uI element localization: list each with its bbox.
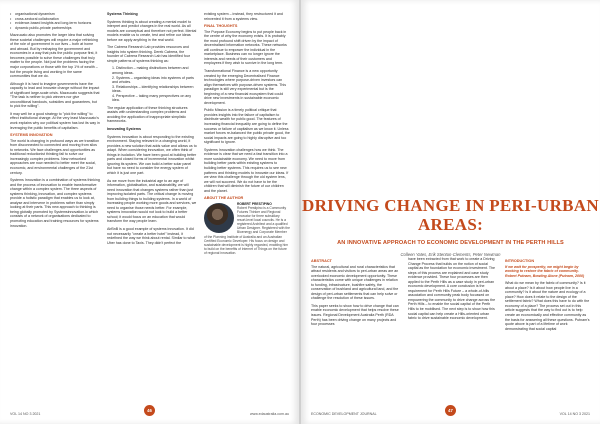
paragraph: Systems Innovation challenges how we think. The evidence is clear that we need a fast transition into a more sustainable economy. We need to move from building better parts within existing systems to building better systems. This requires us to see new patterns and thinking models to innovate our ideas. If we view this challenge through the old system lens, we will not succeed. We do not have to be the children that will diminish the future of our children and the planet.: [204, 147, 289, 193]
section-heading: FINAL THOUGHTS: [204, 24, 238, 29]
left-column-2: [107, 12, 197, 248]
author-bio: [204, 202, 290, 255]
left-column-3: [204, 12, 290, 255]
paragraph: The regular application of these thinking structures assists with understanding complex problems and avoiding the application of inappropriate simplistic frameworks.: [107, 105, 188, 124]
list-item: • dynamic public-private partnerships: [10, 26, 100, 31]
paragraph: Transformational Finance is a new opportunity created by the emerging Decentralised Finance technologies where purpose-driven investors can align themselves with purpose-driven systems. This paradigm is still very experimental but is the beginning of a new financial ecosystem that could drive new investments in sustainable economic development.: [204, 69, 287, 105]
author-bio-text: Robert Prestipino is a Community Futures Thinker and Regional Innovator for three subsidiary resort-level local councils. He is a registered Architect and a qualified Urban Designer. Registered with the Bioenergy and Corporate Member of the Planning Institute of Australia and an Australian Certified Economic Developer. His focus on design and sustainable development is highly regarded, enabling him to build on the benefits of Internet of Things on the future of regional innovation.: [204, 205, 290, 255]
numbered-list: [107, 66, 197, 102]
list-item: 3. Relationships – identifying relationships between ideas.: [112, 84, 194, 94]
left-footer: [10, 406, 289, 418]
author-photo: [204, 203, 234, 233]
right-column-1: [311, 257, 401, 330]
paragraph: existing system – instead, they restructured it and reinvented it from a systems view.: [204, 12, 283, 21]
article-subtitle: AN INNOVATIVE APPROACH TO ECONOMIC DEVELOPMENT IN THE PERTH HILLS: [337, 240, 564, 246]
list-item: 1. Distinction – making distinctions between and among ideas.: [112, 66, 189, 76]
left-column-1: [10, 12, 100, 231]
website-link[interactable]: www.edaustralia.com.au: [250, 412, 289, 416]
paragraph: Although it is hard to imagine governments have the capacity to lead and innovate change without the impact of significant large-scale crisis. Mazzucato suggests that "The task is neither to pick winners nor give unconditional handouts, subsidies and guarantees, but to pick the willing".: [10, 81, 100, 109]
subheading: Systems Thinking: [107, 12, 138, 16]
list-item: • organisational dynamism: [10, 12, 100, 17]
author-name: ROBERT PRESTIPINO: [237, 201, 272, 206]
issue-label: VOL 14 NO 3 2021: [10, 412, 41, 416]
right-page: [301, 0, 600, 424]
right-footer: [311, 406, 590, 418]
list-item: 4. Perspective – taking many perspectives on any idea.: [112, 93, 192, 103]
right-column-3: [505, 257, 591, 334]
paragraph: The Purpose Economy begins to put people back in the centre of why the economy exists. It is probably the most profound shift driven by the impact of decentralised information networks. These networks will continue to empower the individual in the marketplace. Business can no longer ignore the interests and needs of their customers and employees if they wish to survive in the long term.: [204, 29, 287, 66]
page-number: 46: [144, 405, 155, 416]
subheading: Innovating Systems: [107, 127, 141, 132]
pull-quote: If we wait for prosperity, we might begin by working to restore the fabric of community. Robert Putnam, Bowling Alone (Putnam, 2000): [505, 264, 585, 278]
section-heading: SYSTEMS INNOVATION: [10, 133, 53, 138]
issue-label: VOL 14 NO 3 2021: [559, 412, 590, 416]
paragraph: Mazzucato also promotes the larger idea that solving these societal challenges will require a major rethinking of the role of government in our lives – both at home and abroad. But by reshaping the government and economies in a way that puts the public purpose first, it becomes possible to solve these challenges that truly matter to the people. Not just the problems facing the major corporations or those with the top 1% of wealth – but the people living and working in the same communities that we do.: [10, 33, 98, 79]
page-number: 47: [445, 405, 456, 416]
paragraph: have been extracted from that work to create a Driving Change Process that builds on the notion of social capital as the foundation for economic investment. The steps of this process are explained and case study evidence provided. These four processes are then applied to the Perth Hills as a case study in peri-urban economic development. A core conclusion is the requirement for Perth Hills Future – a whole-of-hills association and community peak body focussed on empowering the community to drive change across the Perth Hills – to enable the social capital of the Perth Hills to be mobilised. The next step is to show how this social capital can help create a Hills-oriented urban fabric to drive sustainable economic development.: [408, 257, 496, 321]
article-authors: Colleen Yates, Erik Stenton-Clements, Peter Newman: [400, 252, 501, 257]
paragraph: Public Mission is a timely political critique that provides insights into the failure of capitalism to distribute wealth for public good. The features of increasing financial inequality are going to define the success or failure of capitalism as we know it. Unless market forces re-balanced the public private good, the social impacts are going to highly disruptive and too significant to ignore.: [204, 108, 290, 145]
section-heading: INTRODUCTION: [505, 259, 535, 263]
paragraph: AirBnB is a good example of systems innovation. It did not necessarily "create a better hotel" instead, it redefined the way we think about rental. Similar to what Uber has done to Taxis. They didn't perfect the: [107, 226, 196, 245]
paragraph: It may well be a good strategy to "pick the willing" to effect institutional change. At the very least Mazzucato's work explains why our political system has lost its way in leveraging the public benefits of capitalism.: [10, 111, 100, 130]
footer-center: [311, 405, 590, 416]
about-author-heading: ABOUT THE AUTHOR: [204, 196, 244, 201]
article-title-block: [301, 196, 600, 257]
paragraph: Systems innovation is about responding to the existing environment. Staying relevant in a changing world, it provides a new solution that adds value and allows us to adapt. When considering innovation, we often think of things in isolation. We have been good at building better parts and closed forms of incremental innovation whilst ignoring its system. We can build a better solar panel but have no need to consider the energy system of which it is just one part.: [107, 134, 197, 175]
list-item: • cross-sectoral collaboration: [10, 17, 100, 22]
article-title: DRIVING CHANGE IN PERI-URBAN AREAS:: [302, 196, 599, 234]
paragraph: Systems thinking is about creating a mental model to interpret and predict changes in the real world. As all models are conceptual and therefore not perfect. Mental models enable us to create, test and refine our ideas before we apply anything in the real world.: [107, 19, 197, 42]
list-item: • evidence-based insights and long-term horizons: [10, 21, 100, 26]
paragraph: As we move from the industrial age to an age of information, globalisation, and sustainability, we will need innovation that changes systems rather than just improving isolated parts. The critical change is moving from building things to building systems. In a world of increasing people working more goods and services, we need to organise those needs better. For example, systems innovation would not look to build a better school; it would focus on an education that would transform the way people learn.: [107, 178, 197, 224]
paragraph: Systems Innovation is a combination of systems thinking and the process of innovation to enable transformative change within a complex system. The three aspects of systems thinking, innovation, and complex systems provide a holistic paradigm that enables us to look at, analyse and intervene in problems rather than simply looking at their parts. This new approach to thinking is being globally promoted by Systemsinnovation.io which consists of a network of organisations dedicated to promoting education and training resources for systems innovation.: [10, 178, 100, 228]
footer-center: [10, 405, 289, 416]
left-page: [0, 0, 299, 424]
right-column-2: [408, 257, 498, 324]
paragraph: The world is changing in profound ways as we transition from disconnected to connected and moving from silos to networks. We face challenges and opportunities as traditional reductionist thinking fail to solve our increasingly complex problems. New networked approaches are now needed to better meet the social, economic, and environmental challenges of the 21st century.: [10, 138, 100, 175]
list-item: 2. Systems – organising ideas into systems of parts and wholes.: [112, 75, 194, 85]
paragraph: The Cabrera Research Lab provides resources and insights into system thinking. Derek Cabrera, the founder of Cabrera Research Lab has identified four simple patterns of systems thinking as:: [107, 45, 190, 63]
journal-label: ECONOMIC DEVELOPMENT JOURNAL: [311, 412, 377, 416]
bullet-list: [10, 12, 100, 30]
section-heading: ABSTRACT: [311, 259, 332, 263]
paragraph: What do we mean by the fabric of community? Is it about a place? Is it about how people live in a community? Is it about the nature and ecology of a place? How does it relate to the design of the settlement fabric? What does this have to do with the economy of a place? The process set out in this article suggests that the way to find out is to help create an economically and effective community as the basis for answering all these questions. Putnam's quote above is part of a lifetime of work demonstrating that social capital: [505, 281, 590, 331]
paragraph: This paper seeks to show how to drive change that can enable economic development that helps resolve these issues. Regional Development Australia Perth (RDA Perth) has been driving change on many projects and four processes: [311, 303, 399, 327]
paragraph: The natural, agricultural and rural characteristics that attract residents and visitors to peri-urban areas are an overlooked economic development opportunity. These characteristics come with unique challenges in relation to funding, infrastructure, bushfire safety, the conservation of bushland and agricultural land, and the design of peri-urban settlements that can help solve or challenge the resolution of these issues.: [311, 264, 399, 301]
